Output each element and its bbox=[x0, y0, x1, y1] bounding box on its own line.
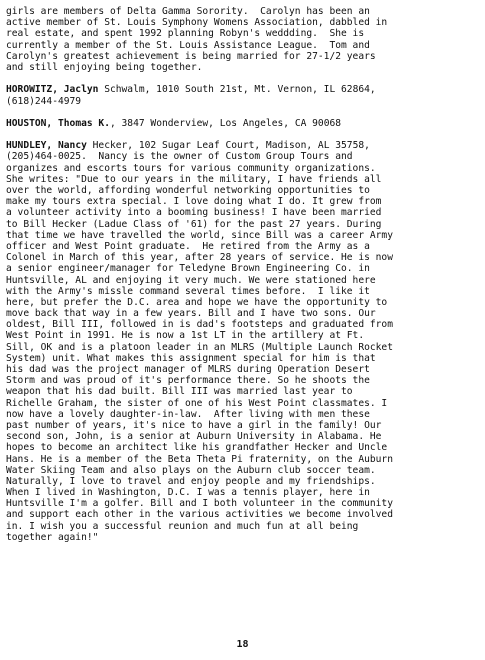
text-line: Naturally, I love to travel and enjoy people and my friendships. bbox=[6, 475, 376, 487]
entry-given-name: Jaclyn bbox=[57, 84, 99, 96]
entry-details: Schwalm, 1010 South 21st, Mt. Vernon, IL 62864, bbox=[98, 84, 376, 96]
text-line: real estate, and spent 1992 planning Robyn's weddding. She is bbox=[6, 28, 365, 40]
text-line: currently a member of the St. Louis Assistance League. Tom and bbox=[6, 39, 370, 51]
text-line: Hans. He is a member of the Beta Theta Pi fraternity, on the Auburn bbox=[6, 453, 393, 465]
text-line: She writes: "Due to our years in the military, I have friends all bbox=[6, 173, 382, 185]
text-line: organizes and escorts tours for various community organizations. bbox=[6, 162, 376, 174]
text-line: a volunteer activity into a booming business! I have been married bbox=[6, 207, 382, 219]
text-line: move back that way in a few years. Bill and I have two sons. Our bbox=[6, 308, 376, 320]
text-line: girls are members of Delta Gamma Sorority. Carolyn has been an bbox=[6, 6, 370, 17]
text-line: together again!" bbox=[6, 531, 99, 543]
text-line: second son, John, is a senior at Auburn University in Alabama. He bbox=[6, 431, 382, 443]
text-line: in. I wish you a successful reunion and much fun at all being bbox=[6, 520, 359, 532]
page-number: 18 bbox=[236, 639, 249, 650]
text-line: Huntsville, AL and enjoying it very much. We were stationed here bbox=[6, 274, 376, 286]
document-page bbox=[6, 6, 478, 543]
intro-paragraph bbox=[6, 6, 478, 73]
text-line: (618)244-4979 bbox=[6, 95, 82, 107]
text-line: here, but prefer the D.C. area and hope we have the opportunity to bbox=[6, 296, 388, 308]
text-line bbox=[6, 84, 478, 95]
text-line: weapon that his dad built. Bill III was married last year to bbox=[6, 386, 353, 398]
text-line: Carolyn's greatest achievement is being married for 27-1/2 years bbox=[6, 50, 376, 62]
entry-surname: HOUSTON, bbox=[6, 117, 53, 129]
text-line: and support each other in the various activities we become involved bbox=[6, 509, 393, 521]
text-line: Colonel in March of this year, after 28 years of service. He is now bbox=[6, 252, 393, 264]
text-line: make my tours extra special. I love doing what I do. It grew from bbox=[6, 196, 382, 208]
entry-surname: HOROWITZ, bbox=[6, 84, 58, 96]
entry-given-name: Thomas K. bbox=[52, 117, 110, 129]
text-line: his dad was the project manager of MLRS during Operation Desert bbox=[6, 364, 370, 375]
text-line: oldest, Bill III, followed in is dad's footsteps and graduated from bbox=[6, 319, 393, 331]
text-line: over the world, affording wonderful networking opportunities to bbox=[6, 185, 370, 196]
entry-details: Hecker, 102 Sugar Leaf Court, Madison, AL 35758, bbox=[86, 140, 370, 152]
text-line: Sill, OK and is a platoon leader in an MLRS (Multiple Launch Rocket bbox=[6, 341, 393, 353]
text-line: West Point in 1991. He is now a 1st LT in the artillery at Ft. bbox=[6, 330, 365, 342]
text-line: System) unit. What makes this assignment special for him is that bbox=[6, 352, 376, 364]
entry-details: , 3847 Wonderview, Los Angeles, CA 90068 bbox=[109, 117, 342, 129]
entry-given-name: Nancy bbox=[52, 140, 87, 152]
text-line: When I lived in Washington, D.C. I was a tennis player, here in bbox=[6, 487, 370, 499]
text-line: past number of years, it's nice to have a girl in the family! Our bbox=[6, 419, 382, 431]
text-line: a senior engineer/manager for Teledyne Brown Engineering Co. in bbox=[6, 263, 370, 275]
entry-hundley bbox=[6, 140, 478, 543]
text-line: (205)464-0025. Nancy is the owner of Custom Group Tours and bbox=[6, 151, 353, 163]
text-line: hopes to become an architect like his grandfather Hecker and Uncle bbox=[6, 442, 388, 454]
entry-surname: HUNDLEY, bbox=[6, 140, 53, 152]
text-line: active member of St. Louis Symphony Womens Association, dabbled in bbox=[6, 17, 388, 29]
text-line: with the Army's missle command several times before. I like it bbox=[6, 285, 370, 297]
text-line bbox=[6, 118, 478, 129]
text-line: Huntsville I'm a golfer. Bill and I both volunteer in the community bbox=[6, 498, 393, 510]
entry-horowitz bbox=[6, 84, 478, 106]
entry-houston bbox=[6, 118, 478, 129]
text-line: and still enjoying being together. bbox=[6, 61, 203, 73]
text-line: Storm and was proud of it's performance there. So he shoots the bbox=[6, 375, 370, 387]
text-line: that time we have travelled the world, since Bill was a career Army bbox=[6, 229, 393, 241]
text-line bbox=[6, 140, 478, 151]
text-line: now have a lovely daughter-in-law. After living with men these bbox=[6, 408, 370, 420]
text-line: Richelle Graham, the sister of one of his West Point classmates. I bbox=[6, 397, 388, 409]
text-line: to Bill Hecker (Ladue Class of '61) for the past 27 years. During bbox=[6, 218, 382, 230]
text-line: officer and West Point graduate. He retired from the Army as a bbox=[6, 240, 370, 252]
text-line: Water Skiing Team and also plays on the Auburn club soccer team. bbox=[6, 464, 376, 476]
